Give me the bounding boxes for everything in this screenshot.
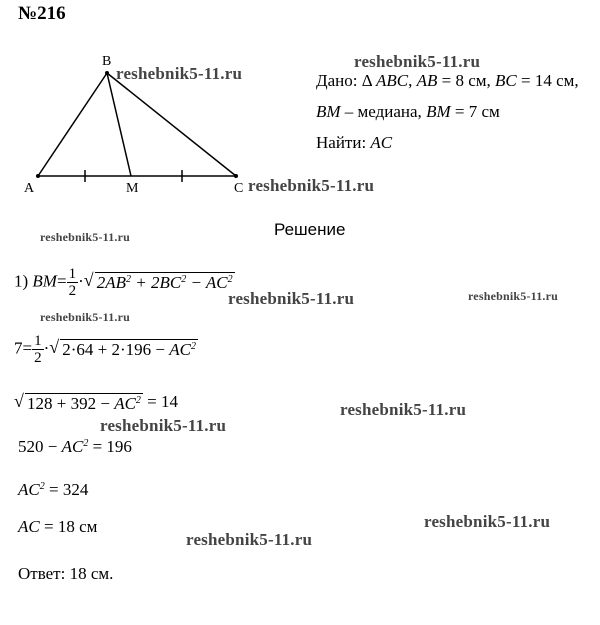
answer: Ответ: 18 см. [18, 564, 114, 583]
watermark: reshebnik5-11.ru [340, 400, 467, 419]
side-bc [107, 73, 236, 176]
step-5-formula: $AC^2 = 324$ [18, 480, 89, 499]
vertex-c-dot [234, 174, 238, 178]
watermark: reshebnik5-11.ru [40, 230, 130, 244]
step-4-formula: $520 - AC^2 = 196$ [18, 437, 132, 456]
find-line: Найти: AC [316, 133, 393, 152]
step-6-formula: AC = 18 см [18, 517, 98, 536]
vertex-a-dot [36, 174, 40, 178]
watermark: reshebnik5-11.ru [354, 52, 481, 71]
vertex-m-label: M [126, 181, 139, 196]
watermark: reshebnik5-11.ru [248, 176, 375, 195]
watermark: reshebnik5-11.ru [100, 416, 227, 435]
given-line-2: BM – медиана, BM = 7 см [316, 102, 500, 121]
watermark: reshebnik5-11.ru [468, 289, 558, 303]
problem-number: №216 [18, 3, 66, 24]
watermark: reshebnik5-11.ru [228, 289, 355, 308]
vertex-c-label: C [234, 181, 244, 196]
vertex-a-label: A [24, 181, 35, 196]
step-1-formula: 1) BM= $\frac{1}{2}$ · √ $2AB^2 + 2BC^2 - AC^2$ [14, 266, 233, 299]
vertex-b-label: B [102, 54, 112, 69]
given-line-1: Дано: Δ ABC, AB = 8 см, BC = 14 см, [316, 71, 579, 90]
watermark: reshebnik5-11.ru [40, 310, 130, 324]
watermark: reshebnik5-11.ru [186, 530, 313, 549]
watermark: reshebnik5-11.ru [424, 512, 551, 531]
side-ab [38, 73, 107, 176]
watermark: reshebnik5-11.ru [116, 64, 243, 83]
step-2-formula: 7= $\frac{1}{2}$ · √ $2\cdot 64 + 2\cdot 196 - AC^2$ [14, 333, 196, 366]
vertex-b-dot [105, 71, 109, 75]
solution-heading: Решение [274, 220, 346, 239]
step-3-formula: √ $128 + 392 - AC^2 = 14$ [14, 390, 179, 413]
